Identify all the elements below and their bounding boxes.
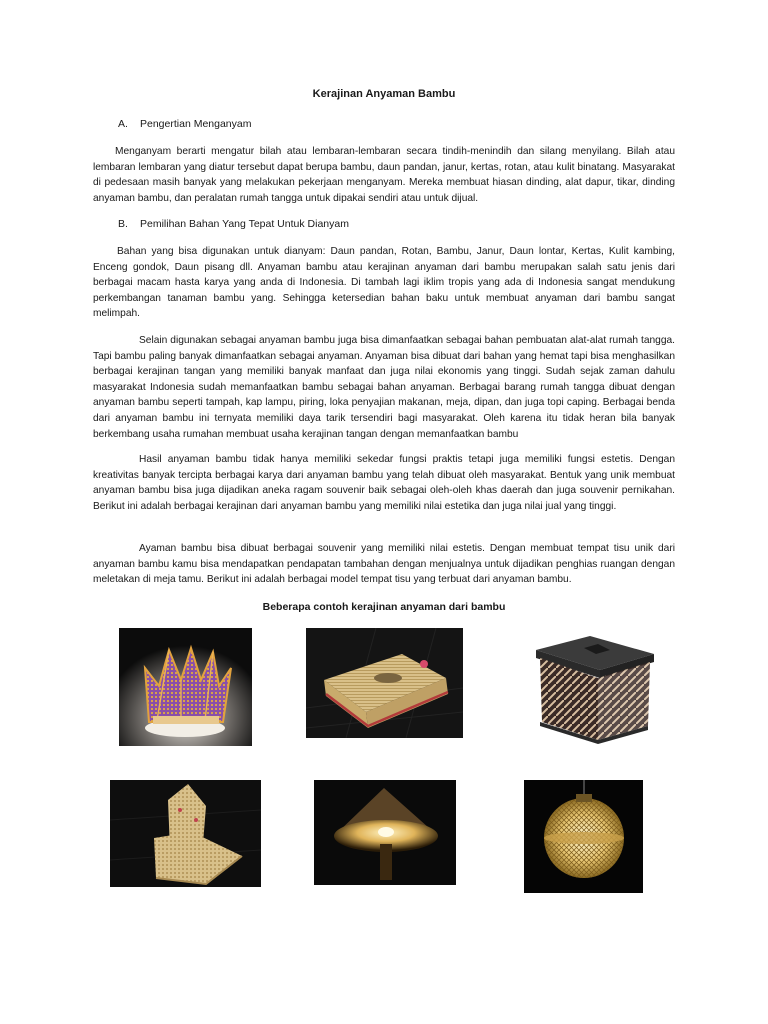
paragraph-5: Ayaman bambu bisa dibuat berbagai souvenir yang memiliki nilai estetis. Dengan membuat tempat tisu unik dari anyaman bambu kamu bisa mendapatkan pendapatan tambahan dengan menjualnya untuk dijadikan penghias ruangan dengan meletakan di meja tamu. Berikut ini adalah berbagai model tempat tisu yang terbuat dari anyaman bambu.	[93, 543, 675, 586]
section-a-letter: A.	[118, 118, 128, 130]
paragraph-3: Selain digunakan sebagai anyaman bambu juga bisa dimanfaatkan sebagai bahan pembuatan alat-alat rumah tangga. Tapi bambu paling banyak dimanfaatkan sebagai anyaman. Anyaman bisa dibuat dari bahan yang hemat tapi bisa menghasilkan berbagai kerajinan tangan yang memiliki banyak manfaat dan juga nilai ekonomis yang tinggi. Sudah sejak zaman dahulu masyarakat Indonesia sudah memanfaatkan bambu sebagai bahan anyaman. Berbagai barang rumah tangga dibuat dengan anyaman bambu seperti tampah, kap lampu, piring, loka penyajian makanan, meja, dipan, dan juga topi caping. Berbagai benda dari anyaman bambu ini ternyata memiliki daya tarik tersendiri bagi masyarakat. Oleh karena itu tidak heran bila banyak berkembang usaha rumahan membuat usaha kerajinan tangan dengan memanfaatkan bambu	[93, 335, 675, 440]
photo-round-lamp	[524, 780, 643, 893]
section-b-title: Pemilihan Bahan Yang Tepat Untuk Dianyam	[140, 218, 349, 230]
section-b-heading	[118, 218, 349, 230]
figure-caption: Beberapa contoh kerajinan anyaman dari bambu	[262, 601, 506, 613]
section-a-title: Pengertian Menganyam	[140, 118, 252, 130]
photo-woven-basket	[110, 780, 261, 887]
section-a-heading	[118, 118, 252, 130]
paragraph-1: Menganyam berarti mengatur bilah atau lembaran-lembaran secara tindih-menindih dan silang menyilang. Bilah atau lembaran lembaran yang diatur tersebut dapat berupa bambu, daun pandan, janur, kertas, rotan, atau kulit binatang. Masyarakat di pedesaan masih banyak yang melakukan pekerjaan menganyam. Mereka membuat hiasan dinding, alat dapur, tikar, dinding anyaman bambu, dan peralatan rumah tangga untuk dipakai sendiri atau untuk dijual.	[93, 146, 675, 204]
photo-tissue-box	[306, 628, 463, 738]
paragraph-2: Bahan yang bisa digunakan untuk dianyam: Daun pandan, Rotan, Bambu, Janur, Daun lontar, Kertas, Kulit kambing, Enceng gondok, Daun pisang dll. Anyaman bambu atau kerajinan anyaman dari bambu merupakan salah satu jenis dari berbagai macam hasta karya yang anda di Indonesia. Di tambah lagi iklim tropis yang ada di Indonesia sangat mendukung perkembangan tanaman bambu yang. Sehingga ketersedian bahan baku untuk membuat anyaman dari bambu sangat melimpah.	[93, 246, 675, 320]
photo-batik-box	[532, 628, 658, 746]
document-title: Kerajinan Anyaman Bambu	[312, 88, 456, 100]
photo-flower-lantern	[119, 628, 252, 746]
paragraph-4: Hasil anyaman bambu tidak hanya memiliki sekedar fungsi praktis tetapi juga memiliki fungsi estetis. Dengan kreativitas banyak tercipta berbagai karya dari anyaman bambu yang telah dibuat oleh masyarakat. Bentuk yang unik membuat anyaman bambu bisa juga dijadikan aneka ragam souvenir baik sebagai oleh-oleh khas daerah dan juga souvenir pernikahan. Berikut ini adalah berbagai kerajinan dari anyaman bambu yang memiliki nilai estetika dan juga nilai jual yang tinggi.	[93, 454, 675, 512]
photo-cone-lamp	[314, 780, 456, 885]
section-b-letter: B.	[118, 218, 128, 230]
